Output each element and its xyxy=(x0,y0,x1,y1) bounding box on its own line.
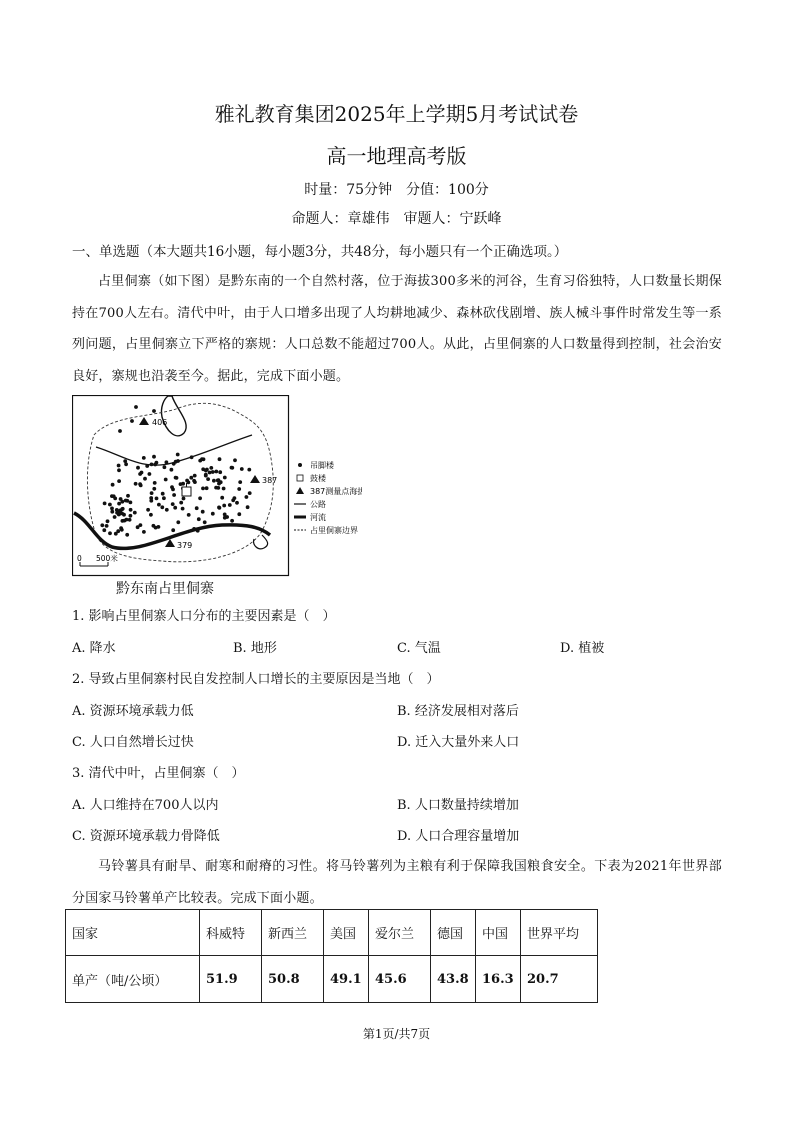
yield-cell: 16.3 xyxy=(476,956,521,1003)
map-caption: 黔东南占里侗寨 xyxy=(116,581,214,597)
stilt-house-dot xyxy=(150,491,154,495)
stilt-house-dot xyxy=(143,477,147,481)
stilt-house-dot xyxy=(189,476,193,480)
q3-option-c[interactable]: C. 资源环境承载力骨降低 xyxy=(72,829,220,844)
stilt-house-dot xyxy=(117,479,121,483)
table-header-row xyxy=(66,910,598,956)
stilt-house-dot xyxy=(165,508,169,512)
map-figure xyxy=(72,395,362,577)
stilt-house-dot xyxy=(240,467,244,471)
stilt-house-dot xyxy=(211,512,215,516)
q3-option-a[interactable]: A. 人口维持在700人以内 xyxy=(72,798,219,813)
stilt-house-dot xyxy=(114,532,118,536)
stilt-house-dot xyxy=(220,496,224,500)
stilt-house-dot xyxy=(119,497,123,501)
stilt-house-dot xyxy=(124,462,128,466)
scale-zero: 0 xyxy=(77,554,82,563)
stilt-house-dot xyxy=(149,513,153,517)
stilt-house-dot xyxy=(211,470,215,474)
stilt-house-dot xyxy=(174,476,178,480)
stilt-house-dot xyxy=(179,501,183,505)
stilt-house-dot xyxy=(115,508,119,512)
stilt-house-dot xyxy=(201,510,205,514)
country-cell: 中国 xyxy=(476,910,521,956)
stilt-house-dot xyxy=(149,499,153,503)
q3-option-d[interactable]: D. 人口合理容量增加 xyxy=(397,829,520,844)
section-heading: 一、单选题（本大题共16小题，每小题3分，共48分，每小题只有一个正确选项。） xyxy=(72,244,568,260)
exam-title: 雅礼教育集团2025年上学期5月考试试卷 xyxy=(214,102,579,126)
stilt-house-dot xyxy=(238,480,242,484)
q2-option-a[interactable]: A. 资源环境承载力低 xyxy=(72,704,194,719)
legend-stilt: 吊脚楼 xyxy=(310,461,334,470)
stilt-house-dot xyxy=(195,506,199,510)
legend-drum: 鼓楼 xyxy=(310,474,326,483)
stilt-house-dot xyxy=(110,510,114,514)
country-cell: 美国 xyxy=(324,910,369,956)
stilt-house-dot xyxy=(163,465,167,469)
stilt-house-dot xyxy=(150,463,154,467)
stilt-house-dot xyxy=(117,502,121,506)
stilt-house-dot xyxy=(197,517,201,521)
q2-option-d[interactable]: D. 迁入大量外来人口 xyxy=(397,735,520,750)
stilt-house-dot xyxy=(205,486,209,490)
stilt-house-dot xyxy=(105,524,109,528)
yield-cell: 50.8 xyxy=(262,956,324,1003)
stilt-house-dot xyxy=(245,495,249,499)
yield-cell: 51.9 xyxy=(200,956,262,1003)
stilt-house-dot xyxy=(153,463,157,467)
stilt-house-dot xyxy=(113,497,117,501)
stilt-house-dot xyxy=(212,479,216,483)
stilt-house-dot xyxy=(246,505,250,509)
stilt-house-dot xyxy=(218,470,222,474)
stilt-house-dot xyxy=(123,459,127,463)
stilt-house-dot xyxy=(130,419,134,423)
stilt-house-dot xyxy=(129,501,133,505)
stilt-house-dot xyxy=(118,509,122,513)
stilt-house-dot xyxy=(118,429,122,433)
stilt-house-dot xyxy=(181,507,185,511)
stilt-house-dot xyxy=(233,458,237,462)
stilt-house-dot xyxy=(235,501,239,505)
legend-border: 占里侗寨边界 xyxy=(310,526,358,535)
stilt-house-dot xyxy=(153,481,157,485)
stilt-house-dot xyxy=(230,519,234,523)
stilt-house-dot xyxy=(216,479,220,483)
stilt-house-dot xyxy=(164,478,168,482)
stilt-house-dot xyxy=(233,496,237,500)
stilt-house-dot xyxy=(119,526,123,530)
stilt-house-dot xyxy=(113,515,117,519)
stilt-house-dot xyxy=(176,520,180,524)
scale-label: 500米 xyxy=(96,554,118,563)
stilt-house-dot xyxy=(136,466,140,470)
stilt-house-dot xyxy=(204,469,208,473)
stilt-house-dot xyxy=(117,468,121,472)
stilt-house-dot xyxy=(111,483,115,487)
stilt-house-dot xyxy=(237,512,241,516)
stilt-house-dot xyxy=(152,524,156,528)
stilt-house-dot xyxy=(152,487,156,491)
stilt-house-dot xyxy=(187,513,191,517)
stilt-house-dot xyxy=(103,502,107,506)
stilt-house-dot xyxy=(247,468,251,472)
passage-2: 马铃薯具有耐旱、耐寒和耐瘠的习性。将马铃薯列为主粮有利于保障我国粮食安全。下表为2021年世界部分国家马铃薯单产比较表。完成下面小题。 xyxy=(72,859,722,906)
stilt-house-dot xyxy=(223,513,227,517)
stilt-house-dot xyxy=(102,528,106,532)
elev-406: 406 xyxy=(152,418,168,427)
legend-peak: 387测量点海拔 xyxy=(310,487,362,496)
stilt-house-dot xyxy=(134,482,138,486)
passage-1: 占里侗寨（如下图）是黔东南的一个自然村落，位于海拔300多米的河谷，生育习俗独特，人口数量长期保持在700人左右。清代中叶，由于人口增多出现了人均耕地减少、森林砍伐剧增、族人械斗事件时常发生等一系列问题，占里侗寨立下严格的寨规：人口总数不能超过700人。从此，占里侗寨的人口数量得到控制，社会治安良好，寨规也沿袭至今。据此，完成下面小题。 xyxy=(72,274,722,384)
stilt-house-dot xyxy=(124,499,128,503)
question-3-stem: 3. 清代中叶，占里侗寨（ ） xyxy=(72,766,245,781)
stilt-house-dot xyxy=(171,502,175,506)
stilt-house-dot xyxy=(209,466,213,470)
yield-cell: 45.6 xyxy=(369,956,431,1003)
stilt-house-dot xyxy=(129,514,133,518)
stilt-house-dot xyxy=(122,513,126,517)
stilt-house-dot xyxy=(125,518,129,522)
stilt-house-dot xyxy=(200,457,204,461)
legend-river: 河流 xyxy=(310,513,326,522)
q2-option-b[interactable]: B. 经济发展相对落后 xyxy=(397,704,519,719)
stilt-house-dot xyxy=(165,460,169,464)
yield-cell: 20.7 xyxy=(521,956,598,1003)
stilt-house-dot xyxy=(218,457,222,461)
yield-cell: 49.1 xyxy=(324,956,369,1003)
yield-cell: 43.8 xyxy=(431,956,476,1003)
stilt-house-dot xyxy=(222,487,226,491)
stilt-house-dot xyxy=(161,492,165,496)
stilt-house-dot xyxy=(125,533,129,537)
stilt-house-dot xyxy=(145,464,149,468)
stilt-house-dot xyxy=(152,455,156,459)
stilt-house-dot xyxy=(110,507,114,511)
stilt-house-dot xyxy=(176,453,180,457)
stilt-house-dot xyxy=(106,519,110,523)
q1-option-d[interactable]: D. 植被 xyxy=(560,641,605,656)
stilt-house-dot xyxy=(160,505,164,509)
stilt-house-dot xyxy=(193,474,197,478)
stilt-house-dot xyxy=(201,487,205,491)
time-score: 时量：75分钟 分值：100分 xyxy=(304,182,489,198)
country-cell: 新西兰 xyxy=(262,910,324,956)
q3-option-b[interactable]: B. 人口数量持续增加 xyxy=(397,798,519,813)
stilt-house-dot xyxy=(223,516,227,520)
stilt-house-dot xyxy=(196,529,200,533)
q1-option-a[interactable]: A. 降水 xyxy=(72,641,116,656)
stilt-house-dot xyxy=(222,504,226,508)
stilt-house-dot xyxy=(126,494,130,498)
stilt-house-dot xyxy=(148,472,152,476)
stilt-house-dot xyxy=(139,484,143,488)
stilt-house-dot xyxy=(203,520,207,524)
stilt-house-dot xyxy=(214,486,218,490)
stilt-house-dot xyxy=(192,479,196,483)
stilt-house-dot xyxy=(133,511,137,515)
authors: 命题人：章雄伟 审题人：宁跃峰 xyxy=(291,211,502,227)
q1-option-c[interactable]: C. 气温 xyxy=(397,641,441,656)
stilt-house-dot xyxy=(192,527,196,531)
stilt-house-dot xyxy=(182,497,186,501)
stilt-house-dot xyxy=(142,530,146,534)
stilt-house-dot xyxy=(152,409,156,413)
yield-table xyxy=(65,909,598,1003)
stilt-house-dot xyxy=(157,503,161,507)
stilt-house-dot xyxy=(204,473,208,477)
country-cell: 德国 xyxy=(431,910,476,956)
stilt-house-dot xyxy=(181,482,185,486)
stilt-house-dot xyxy=(108,503,112,507)
stilt-house-dot xyxy=(117,464,121,468)
map-svg xyxy=(72,395,362,577)
country-cell: 爱尔兰 xyxy=(369,910,431,956)
stilt-house-dot xyxy=(230,466,234,470)
stilt-house-dot xyxy=(155,497,159,501)
legend-road: 公路 xyxy=(310,500,326,509)
q1-option-b[interactable]: B. 地形 xyxy=(233,641,277,656)
table-row xyxy=(66,956,598,1003)
stilt-house-dot xyxy=(248,491,252,495)
stilt-house-dot xyxy=(146,508,150,512)
country-cell: 科威特 xyxy=(200,910,262,956)
page-footer: 第1页/共7页 xyxy=(362,1027,431,1041)
elev-387: 387 xyxy=(262,476,278,485)
stilt-house-dot xyxy=(171,528,175,532)
stilt-house-dot xyxy=(170,468,174,472)
elev-379: 379 xyxy=(177,541,193,550)
stilt-house-dot xyxy=(108,531,112,535)
drum-tower-icon xyxy=(182,487,191,496)
stilt-house-dot xyxy=(173,506,177,510)
stilt-house-dot xyxy=(223,476,227,480)
question-1-stem: 1. 影响占里侗寨人口分布的主要因素是（ ） xyxy=(72,609,336,624)
yield-table-wrap xyxy=(65,909,598,1003)
stilt-house-dot xyxy=(140,471,144,475)
stilt-house-dot xyxy=(142,456,146,460)
stilt-house-dot xyxy=(217,506,221,510)
stilt-house-dot xyxy=(170,485,174,489)
stilt-house-dot xyxy=(228,503,232,507)
stilt-house-dot xyxy=(139,523,143,527)
exam-subtitle: 高一地理高考版 xyxy=(326,144,467,168)
question-2-stem: 2. 导致占里侗寨村民自发控制人口增长的主要原因是当地（ ） xyxy=(72,672,440,687)
q2-option-c[interactable]: C. 人口自然增长过快 xyxy=(72,735,194,750)
stilt-house-dot xyxy=(190,455,194,459)
stilt-house-dot xyxy=(134,405,138,409)
stilt-house-dot xyxy=(198,496,202,500)
header-label: 国家 xyxy=(66,910,200,956)
stilt-house-dot xyxy=(129,508,133,512)
stilt-house-dot xyxy=(185,479,189,483)
stilt-house-dot xyxy=(174,460,178,464)
country-cell: 世界平均 xyxy=(521,910,598,956)
stilt-house-dot xyxy=(100,523,104,527)
stilt-house-dot xyxy=(172,493,176,497)
stilt-house-dot xyxy=(237,487,241,491)
stilt-house-dot xyxy=(214,470,218,474)
stilt-house-dot xyxy=(157,525,161,529)
row-label: 单产（吨/公顷） xyxy=(66,956,200,1003)
stilt-house-dot xyxy=(162,496,166,500)
stilt-house-dot xyxy=(206,477,210,481)
